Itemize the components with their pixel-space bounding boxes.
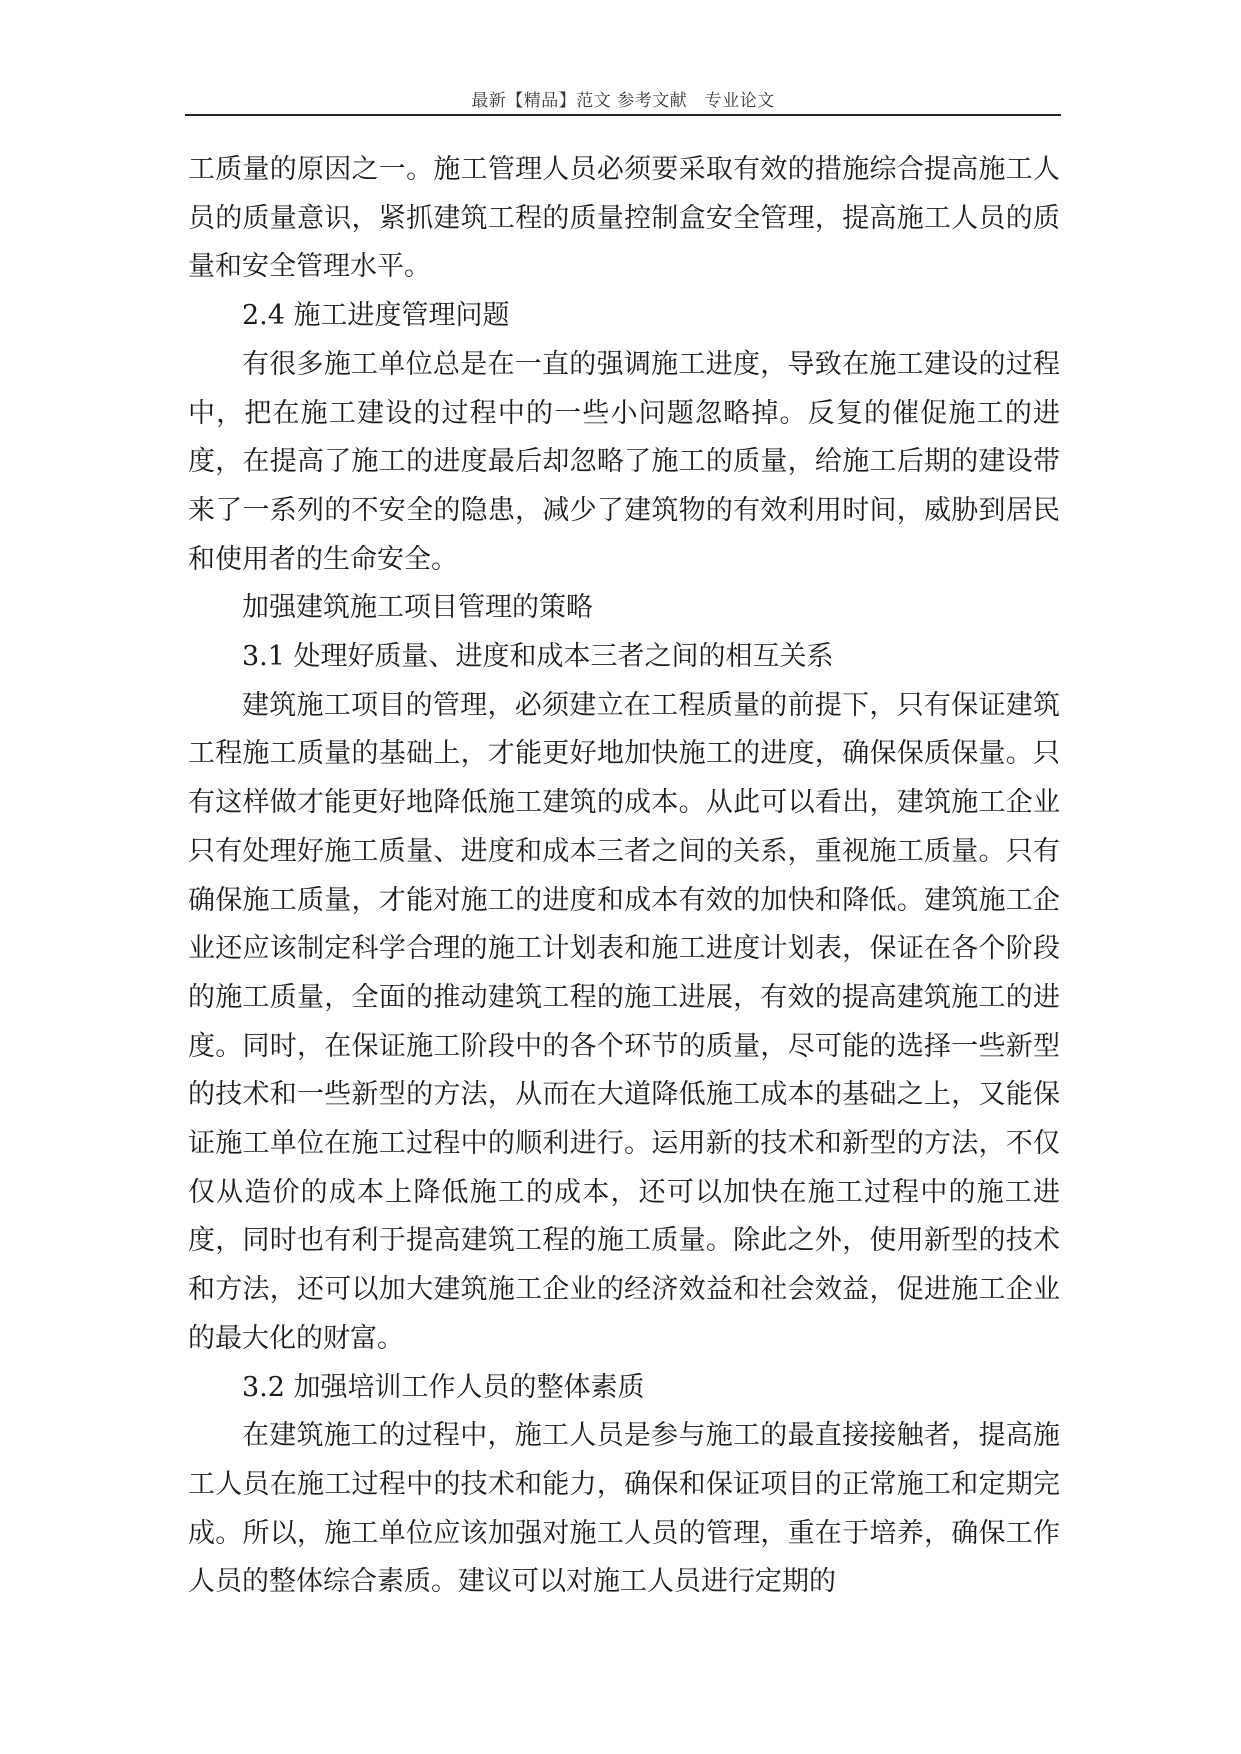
section-heading-2-4: 2.4 施工进度管理问题 xyxy=(242,300,510,332)
paragraph-staff-training: 在建筑施工的过程中，施工人员是参与施工的最直接接触者，提高施工人员在施工过程中的技术和能力，确保和保证项目的正常施工和定期完成。所以，施工单位应该加强对施工人员的管理，重在于培养，确保工作人员的整体综合素质。建议可以对施工人员进行定期的 xyxy=(188,1420,1060,1598)
page-header: 最新【精品】范文 参考文献 专业论文 xyxy=(471,91,775,111)
section-heading-3-1: 3.1 处理好质量、进度和成本三者之间的相互关系 xyxy=(242,641,834,673)
section-heading-3-2: 3.2 加强培训工作人员的整体素质 xyxy=(242,1371,645,1403)
section-heading-3: 加强建筑施工项目管理的策略 xyxy=(242,592,593,624)
paragraph-quality-progress-cost: 建筑施工项目的管理，必须建立在工程质量的前提下，只有保证建筑工程施工质量的基础上，才能更好地加快施工的进度，确保保质保量。只有这样做才能更好地降低施工建筑的成本。从此可以看出，建筑施工企业只有处理好施工质量、进度和成本三者之间的关系，重视施工质量。只有确保施工质量，才能对施工的进度和成本有效的加快和降低。建筑施工企业还应该制定科学合理的施工计划表和施工进度计划表，保证在各个阶段的施工质量，全面的推动建筑工程的施工进展，有效的提高建筑施工的进度。同时，在保证施工阶段中的各个环节的质量，尽可能的选择一些新型的技术和一些新型的方法，从而在大道降低施工成本的基础之上，又能保证施工单位在施工过程中的顺利进行。运用新的技术和新型的方法，不仅仅从造价的成本上降低施工的成本，还可以加快在施工过程中的施工进度，同时也有利于提高建筑工程的施工质量。除此之外，使用新型的技术和方法，还可以加大建筑施工企业的经济效益和社会效益，促进施工企业的最大化的财富。 xyxy=(188,689,1060,1354)
paragraph-schedule-issue: 有很多施工单位总是在一直的强调施工进度，导致在施工建设的过程中，把在施工建设的过程中的一些小问题忽略掉。反复的催促施工的进度，在提高了施工的进度最后却忽略了施工的质量，给施工后期的建设带来了一系列的不安全的隐患，减少了建筑物的有效利用时间，威胁到居民和使用者的生命安全。 xyxy=(188,348,1060,575)
header-divider xyxy=(185,114,1061,116)
paragraph-continued: 工质量的原因之一。施工管理人员必须要采取有效的措施综合提高施工人员的质量意识，紧抓建筑工程的质量控制盒安全管理，提高施工人员的质量和安全管理水平。 xyxy=(188,154,1060,283)
document-body xyxy=(188,146,1060,1607)
